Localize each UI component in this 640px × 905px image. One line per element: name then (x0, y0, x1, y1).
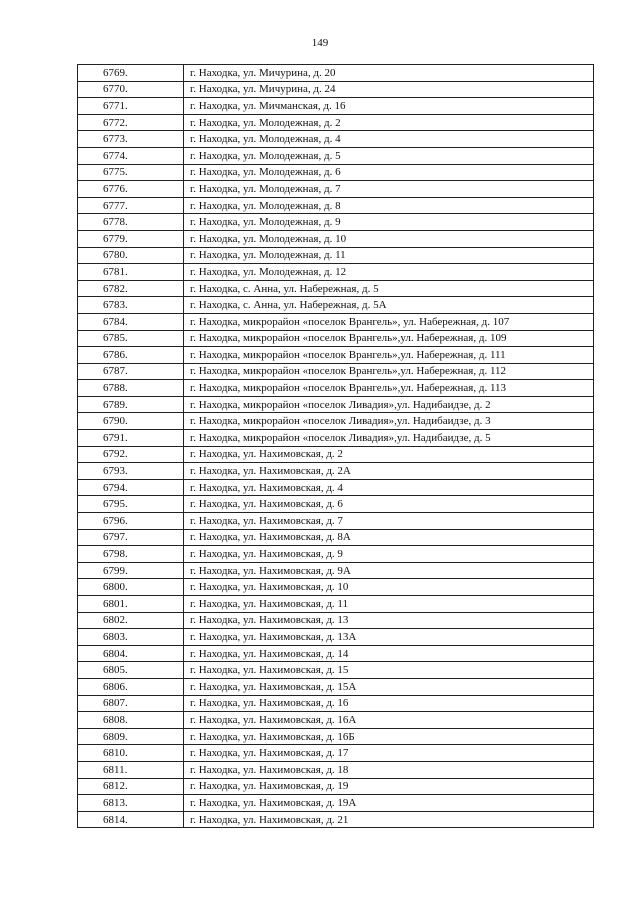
address-cell: г. Находка, ул. Нахимовская, д. 11 (184, 596, 594, 613)
address-cell: г. Находка, ул. Мичурина, д. 20 (184, 65, 594, 82)
row-number-cell: 6784. (78, 313, 184, 330)
address-cell: г. Находка, ул. Нахимовская, д. 18 (184, 761, 594, 778)
row-number-cell: 6812. (78, 778, 184, 795)
table-row (78, 430, 594, 447)
row-number-cell: 6800. (78, 579, 184, 596)
table-row (78, 313, 594, 330)
table-row (78, 264, 594, 281)
row-number-cell: 6810. (78, 745, 184, 762)
address-cell: г. Находка, ул. Нахимовская, д. 19А (184, 795, 594, 812)
address-cell: г. Находка, микрорайон «поселок Врангель»,ул. Набережная, д. 109 (184, 330, 594, 347)
table-row (78, 297, 594, 314)
address-cell: г. Находка, ул. Молодежная, д. 9 (184, 214, 594, 231)
row-number-cell: 6814. (78, 811, 184, 828)
table-row (78, 629, 594, 646)
row-number-cell: 6770. (78, 81, 184, 98)
address-cell: г. Находка, ул. Молодежная, д. 5 (184, 147, 594, 164)
row-number-cell: 6813. (78, 795, 184, 812)
row-number-cell: 6793. (78, 463, 184, 480)
address-cell: г. Находка, ул. Нахимовская, д. 13А (184, 629, 594, 646)
table-row (78, 230, 594, 247)
address-cell: г. Находка, микрорайон «поселок Врангель»,ул. Набережная, д. 113 (184, 380, 594, 397)
address-cell: г. Находка, ул. Нахимовская, д. 9 (184, 546, 594, 563)
address-table-body (78, 65, 594, 828)
address-cell: г. Находка, ул. Молодежная, д. 11 (184, 247, 594, 264)
address-cell: г. Находка, ул. Молодежная, д. 7 (184, 181, 594, 198)
table-row (78, 114, 594, 131)
row-number-cell: 6771. (78, 98, 184, 115)
address-cell: г. Находка, ул. Молодежная, д. 12 (184, 264, 594, 281)
table-row (78, 330, 594, 347)
table-row (78, 197, 594, 214)
table-row (78, 662, 594, 679)
table-row (78, 463, 594, 480)
row-number-cell: 6780. (78, 247, 184, 264)
table-row (78, 413, 594, 430)
row-number-cell: 6786. (78, 347, 184, 364)
table-row (78, 695, 594, 712)
address-table (77, 64, 594, 828)
row-number-cell: 6788. (78, 380, 184, 397)
address-cell: г. Находка, ул. Нахимовская, д. 14 (184, 645, 594, 662)
row-number-cell: 6778. (78, 214, 184, 231)
row-number-cell: 6805. (78, 662, 184, 679)
table-row (78, 546, 594, 563)
address-cell: г. Находка, ул. Нахимовская, д. 16 (184, 695, 594, 712)
row-number-cell: 6794. (78, 479, 184, 496)
table-row (78, 131, 594, 148)
row-number-cell: 6809. (78, 728, 184, 745)
address-cell: г. Находка, микрорайон «поселок Ливадия»,ул. Надибаидзе, д. 2 (184, 396, 594, 413)
row-number-cell: 6796. (78, 513, 184, 530)
address-cell: г. Находка, ул. Молодежная, д. 2 (184, 114, 594, 131)
row-number-cell: 6776. (78, 181, 184, 198)
row-number-cell: 6806. (78, 678, 184, 695)
row-number-cell: 6798. (78, 546, 184, 563)
address-cell: г. Находка, ул. Молодежная, д. 4 (184, 131, 594, 148)
row-number-cell: 6792. (78, 446, 184, 463)
row-number-cell: 6781. (78, 264, 184, 281)
table-row (78, 712, 594, 729)
row-number-cell: 6775. (78, 164, 184, 181)
table-row (78, 164, 594, 181)
row-number-cell: 6811. (78, 761, 184, 778)
row-number-cell: 6804. (78, 645, 184, 662)
page-number: 149 (311, 37, 329, 49)
table-row (78, 214, 594, 231)
row-number-cell: 6797. (78, 529, 184, 546)
table-row (78, 347, 594, 364)
row-number-cell: 6777. (78, 197, 184, 214)
address-cell: г. Находка, микрорайон «поселок Врангель», ул. Набережная, д. 107 (184, 313, 594, 330)
row-number-cell: 6779. (78, 230, 184, 247)
address-cell: г. Находка, с. Анна, ул. Набережная, д. 5А (184, 297, 594, 314)
address-cell: г. Находка, с. Анна, ул. Набережная, д. 5 (184, 280, 594, 297)
row-number-cell: 6801. (78, 596, 184, 613)
table-row (78, 247, 594, 264)
row-number-cell: 6791. (78, 430, 184, 447)
address-cell: г. Находка, ул. Нахимовская, д. 13 (184, 612, 594, 629)
table-row (78, 98, 594, 115)
address-cell: г. Находка, микрорайон «поселок Ливадия»,ул. Надибаидзе, д. 5 (184, 430, 594, 447)
table-row (78, 280, 594, 297)
table-row (78, 795, 594, 812)
address-cell: г. Находка, ул. Мичманская, д. 16 (184, 98, 594, 115)
address-cell: г. Находка, ул. Нахимовская, д. 21 (184, 811, 594, 828)
table-row (78, 596, 594, 613)
row-number-cell: 6773. (78, 131, 184, 148)
table-row (78, 761, 594, 778)
address-cell: г. Находка, ул. Нахимовская, д. 19 (184, 778, 594, 795)
table-row (78, 645, 594, 662)
address-cell: г. Находка, микрорайон «поселок Врангель»,ул. Набережная, д. 111 (184, 347, 594, 364)
table-row (78, 65, 594, 82)
row-number-cell: 6782. (78, 280, 184, 297)
address-cell: г. Находка, ул. Нахимовская, д. 10 (184, 579, 594, 596)
row-number-cell: 6802. (78, 612, 184, 629)
row-number-cell: 6790. (78, 413, 184, 430)
address-cell: г. Находка, ул. Нахимовская, д. 9А (184, 562, 594, 579)
row-number-cell: 6789. (78, 396, 184, 413)
address-cell: г. Находка, ул. Нахимовская, д. 16Б (184, 728, 594, 745)
table-row (78, 612, 594, 629)
address-cell: г. Находка, ул. Молодежная, д. 10 (184, 230, 594, 247)
address-cell: г. Находка, ул. Молодежная, д. 6 (184, 164, 594, 181)
table-row (78, 778, 594, 795)
table-row (78, 446, 594, 463)
row-number-cell: 6795. (78, 496, 184, 513)
table-row (78, 745, 594, 762)
row-number-cell: 6772. (78, 114, 184, 131)
table-row (78, 363, 594, 380)
address-cell: г. Находка, ул. Мичурина, д. 24 (184, 81, 594, 98)
address-cell: г. Находка, ул. Нахимовская, д. 4 (184, 479, 594, 496)
row-number-cell: 6807. (78, 695, 184, 712)
row-number-cell: 6803. (78, 629, 184, 646)
address-cell: г. Находка, ул. Нахимовская, д. 16А (184, 712, 594, 729)
address-cell: г. Находка, ул. Нахимовская, д. 8А (184, 529, 594, 546)
row-number-cell: 6774. (78, 147, 184, 164)
table-row (78, 562, 594, 579)
table-row (78, 728, 594, 745)
row-number-cell: 6769. (78, 65, 184, 82)
table-row (78, 380, 594, 397)
row-number-cell: 6799. (78, 562, 184, 579)
table-row (78, 147, 594, 164)
table-row (78, 496, 594, 513)
table-row (78, 579, 594, 596)
address-cell: г. Находка, ул. Нахимовская, д. 2А (184, 463, 594, 480)
address-cell: г. Находка, ул. Нахимовская, д. 15 (184, 662, 594, 679)
table-row (78, 529, 594, 546)
table-row (78, 81, 594, 98)
address-cell: г. Находка, микрорайон «поселок Ливадия»,ул. Надибаидзе, д. 3 (184, 413, 594, 430)
table-row (78, 181, 594, 198)
address-cell: г. Находка, ул. Нахимовская, д. 17 (184, 745, 594, 762)
row-number-cell: 6787. (78, 363, 184, 380)
address-cell: г. Находка, ул. Нахимовская, д. 15А (184, 678, 594, 695)
table-row (78, 811, 594, 828)
address-cell: г. Находка, ул. Нахимовская, д. 7 (184, 513, 594, 530)
table-row (78, 513, 594, 530)
address-cell: г. Находка, ул. Нахимовская, д. 2 (184, 446, 594, 463)
address-cell: г. Находка, микрорайон «поселок Врангель»,ул. Набережная, д. 112 (184, 363, 594, 380)
table-row (78, 396, 594, 413)
address-cell: г. Находка, ул. Нахимовская, д. 6 (184, 496, 594, 513)
address-cell: г. Находка, ул. Молодежная, д. 8 (184, 197, 594, 214)
row-number-cell: 6785. (78, 330, 184, 347)
table-row (78, 678, 594, 695)
row-number-cell: 6808. (78, 712, 184, 729)
row-number-cell: 6783. (78, 297, 184, 314)
table-row (78, 479, 594, 496)
